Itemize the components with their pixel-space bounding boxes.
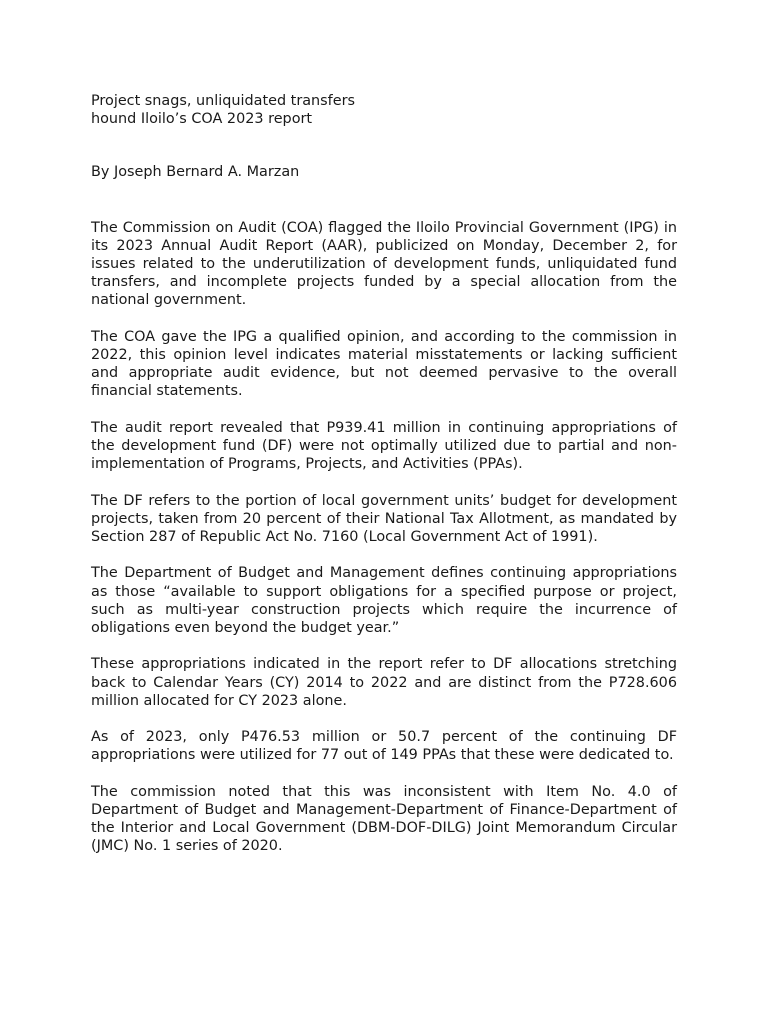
paragraph-6: These appropriations indicated in the report refer to DF allocations stretching back to Calendar Years (CY) 2014 to 2022 and are distinct from the P728.606 million allocated for CY 2023 alone. [91, 656, 677, 709]
paragraph-2: The COA gave the IPG a qualified opinion, and according to the commission in 2022, this opinion level indicates material misstatements or lacking sufficient and appropriate audit evidence, but not deemed pervasive to the overall financial statements. [91, 328, 677, 400]
paragraph-5: The Department of Budget and Management defines continuing appropriations as those “available to support obligations for a specified purpose or project, such as multi-year construction projects which require the incurrence of obligations even beyond the budget year.” [91, 565, 677, 637]
article-title-line-1: Project snags, unliquidated transfers [91, 93, 356, 109]
article-body [91, 219, 677, 856]
byline: By Joseph Bernard A. Marzan [91, 164, 300, 181]
document-page [91, 92, 677, 874]
paragraph-8: The commission noted that this was inconsistent with Item No. 4.0 of Department of Budget and Management-Department of Finance-Department of the Interior and Local Government (DBM-DOF-DILG) Joint Memorandum Circular (JMC) No. 1 series of 2020. [91, 783, 677, 855]
paragraph-3: The audit report revealed that P939.41 million in continuing appropriations of the development fund (DF) were not optimally utilized due to partial and non-implementation of Programs, Projects, and Activities (PPAs). [91, 419, 677, 473]
paragraph-7: As of 2023, only P476.53 million or 50.7 percent of the continuing DF appropriations were utilized for 77 out of 149 PPAs that these were dedicated to. [91, 729, 677, 764]
paragraph-1: The Commission on Audit (COA) flagged the Iloilo Provincial Government (IPG) in its 2023 Annual Audit Report (AAR), publicized on Monday, December 2, for issues related to the underutilization of development funds, unliquidated fund transfers, and incomplete projects funded by a special allocation from the national government. [91, 219, 677, 309]
paragraph-4: The DF refers to the portion of local government units’ budget for development projects, taken from 20 percent of their National Tax Allotment, as mandated by Section 287 of Republic Act No. 7160 (Local Government Act of 1991). [91, 492, 677, 546]
article-title-line-2: hound Iloilo’s COA 2023 report [91, 111, 313, 128]
